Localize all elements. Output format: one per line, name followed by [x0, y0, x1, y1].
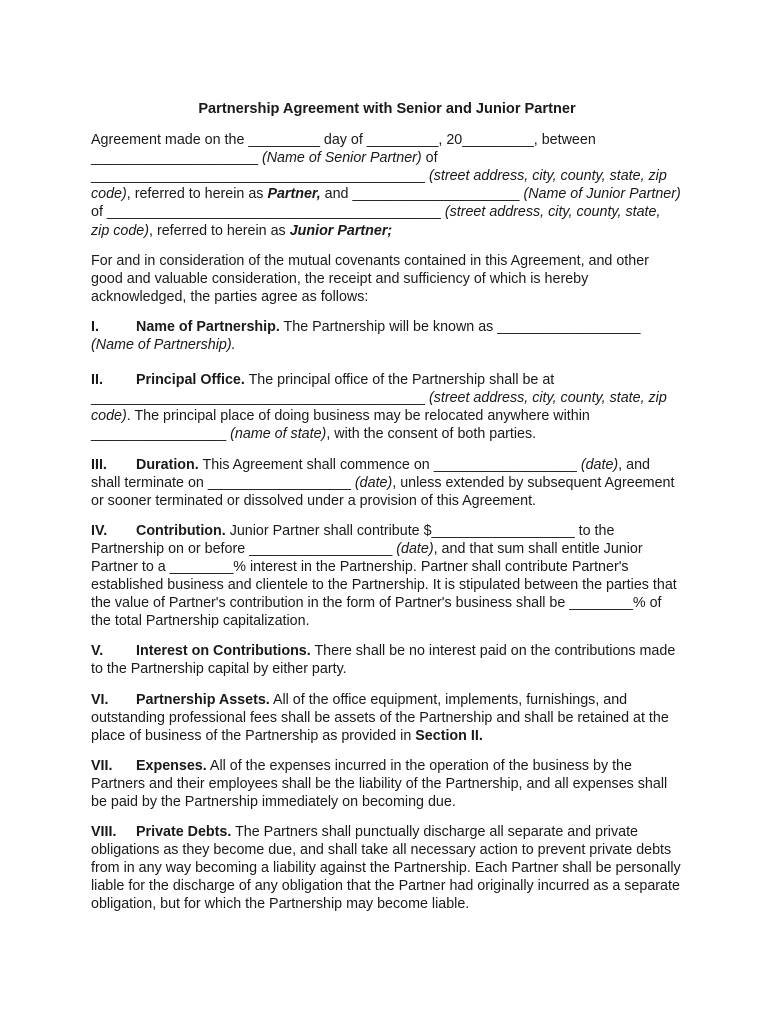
section-text: The Partnership will be known as __________________	[279, 318, 641, 335]
section-hint: (date)	[396, 540, 434, 557]
section-heading: Contribution.	[136, 522, 226, 539]
section-heading: Interest on Contributions.	[136, 643, 311, 660]
senior-partner-address-hint: (street address, city, county, state, zip code)	[91, 168, 667, 203]
document-body	[91, 100, 681, 926]
section-text: The Partners shall punctually discharge all separate and private obligations as they become due, and shall take all necessary action to prevent private debts from in any way becoming a liability against the Partnership. Each Partner shall be personally liable for the discharge of any obligation that the Partner had originally incurred as a separate obligation, but for which the Partnership may become liable.	[91, 824, 681, 913]
section-number: VI.	[91, 691, 109, 708]
partner-defined-term: Partner,	[267, 186, 321, 203]
section-number: II.	[91, 372, 103, 389]
junior-partner-defined-term: Junior Partner;	[289, 222, 393, 239]
section-number: V.	[91, 643, 104, 660]
section-number: I.	[91, 318, 99, 335]
section-heading: Principal Office.	[136, 372, 245, 389]
section-hint: (date)	[354, 474, 393, 491]
section-heading: Expenses.	[136, 757, 207, 774]
intro-text: of __________________________________________	[91, 204, 445, 221]
section-number: III.	[91, 456, 107, 473]
section-text: , unless extended by subsequent Agreement or sooner terminated or dissolved under a provision of this Agreement.	[91, 474, 675, 509]
section-number: VIII.	[91, 824, 117, 841]
intro-text: of __________________________________________	[91, 150, 438, 185]
section-reference: Section II.	[415, 727, 483, 744]
intro-text: Agreement made on the _________ day of _________, 20_________, between _____________________	[91, 132, 596, 167]
section-text: , and that sum shall entitle Junior Partner to a ________% interest in the Partnership. Partner shall contribute Partner's established business and clientele to the Partnership. It is stipulated between the parties that the value of Partner's contribution in the form of Partner's business shall be ________% of the total Partnership capitalization.	[91, 540, 677, 630]
intro-paragraph	[91, 131, 681, 240]
section-text: All of the expenses incurred in the operation of the business by the Partners and their employees shall be the liability of the Partnership, and all expenses shall be paid by the Partnership immediately on becoming due.	[91, 757, 668, 810]
intro-text: , referred to herein as	[149, 222, 290, 239]
section-heading: Name of Partnership.	[136, 318, 280, 335]
section-heading: Partnership Assets.	[136, 691, 270, 708]
recital-paragraph: For and in consideration of the mutual covenants contained in this Agreement, and other good and valuable consideration, the receipt and sufficiency of which is hereby acknowledged, the parties agree as follows:	[91, 252, 649, 305]
section-duration	[91, 456, 681, 510]
section-hint: (Name of Partnership).	[91, 337, 236, 354]
section-principal-office	[91, 371, 681, 443]
section-heading: Duration.	[136, 456, 199, 473]
section-text: This Agreement shall commence on __________________	[198, 456, 581, 473]
section-number: VII.	[91, 757, 113, 774]
section-hint: (street address, city, county, state, zip code)	[91, 390, 667, 425]
intro-text: , referred to herein as	[126, 186, 268, 203]
section-text: , and shall terminate on __________________	[91, 456, 650, 491]
section-text: . The principal place of doing business may be relocated anywhere within _________________	[91, 408, 590, 443]
section-heading: Private Debts.	[136, 824, 232, 841]
section-private-debts	[91, 823, 681, 913]
section-hint: (date)	[580, 456, 619, 473]
section-text: All of the office equipment, implements, furnishings, and outstanding professional fees shall be assets of the Partnership and shall be retained at the place of business of the Partnership as provided in	[91, 691, 669, 744]
section-interest-on-contributions	[91, 642, 681, 678]
senior-partner-name-hint: (Name of Senior Partner)	[261, 150, 422, 167]
section-text: , with the consent of both parties.	[326, 426, 537, 443]
section-name-of-partnership	[91, 318, 681, 354]
section-hint: (name of state)	[230, 426, 327, 443]
section-text: There shall be no interest paid on the contributions made to the Partnership capital by either party.	[91, 643, 676, 678]
junior-partner-address-hint: (street address, city, county, state, zip code)	[91, 204, 661, 239]
section-partnership-assets	[91, 691, 681, 745]
section-text: The principal office of the Partnership shall be at __________________________________________	[91, 372, 555, 407]
intro-text: and _____________________	[320, 186, 524, 203]
section-number: IV.	[91, 522, 108, 539]
document-title: Partnership Agreement with Senior and Junior Partner	[198, 101, 576, 117]
section-expenses	[91, 757, 681, 811]
junior-partner-name-hint: (Name of Junior Partner)	[523, 186, 681, 203]
section-text: Junior Partner shall contribute $__________________ to the Partnership on or before __________________	[91, 522, 615, 557]
section-contribution	[91, 522, 681, 631]
